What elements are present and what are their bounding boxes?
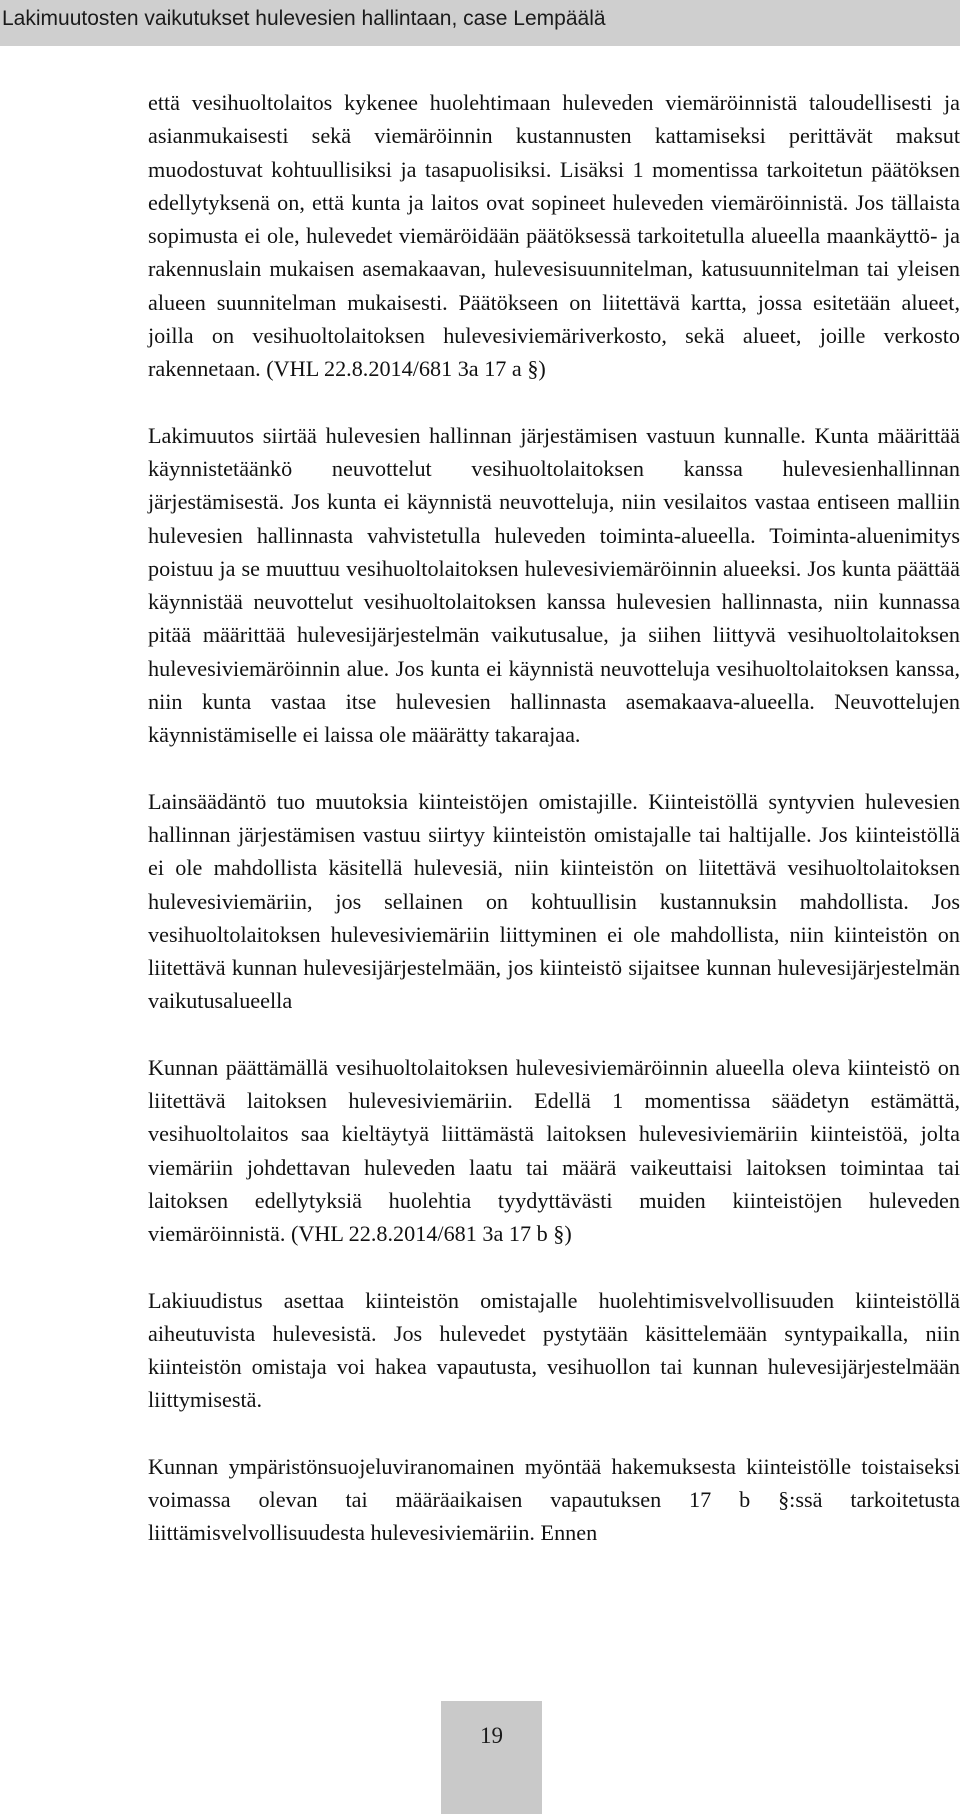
paragraph-1: että vesihuoltolaitos kykenee huolehtimaan huleveden viemäröinnistä taloudellisesti ja asianmukaisesti sekä viemäröinnin kustannusten kattamiseksi perittävät maksut muodostuvat kohtuullisiksi ja tasapuolisiksi. Lisäksi 1 momentissa tarkoitetun päätöksen edellytyksenä on, että kunta ja laitos ovat sopineet huleveden viemäröinnistä. Jos tällaista sopimusta ei ole, hulevedet viemäröidään päätöksessä tarkoitetulla alueella maankäyttö- ja rakennuslain mukaisen asemakaavan, hulevesisuunnitelman, katusuunnitelman tai yleisen alueen suunnitelman mukaisesti. Päätökseen on liitettävä kartta, jossa esitetään alueet, joilla on vesihuoltolaitoksen hulevesiviemäriverkosto, sekä alueet, joille verkosto rakennetaan. (VHL 22.8.2014/681 3a 17 a §): [148, 90, 960, 382]
page-header: [0, 0, 960, 46]
paragraph-2: Lakimuutos siirtää hulevesien hallinnan järjestämisen vastuun kunnalle. Kunta määrittää käynnistetäänkö neuvottelut vesihuoltolaitoksen kanssa hulevesienhallinnan järjestämisestä. Jos kunta ei käynnistä neuvotteluja, niin vesilaitos vastaa entiseen malliin hulevesien hallinnasta vahvistetulla huleveden toiminta-alueella. Toiminta-aluenimitys poistuu ja se muuttuu vesihuoltolaitoksen hulevesiviemäröinnin alueeksi. Jos kunta päättää käynnistää neuvottelut vesihuoltolaitoksen kanssa hulevesien hallinnasta, niin kunnassa pitää määrittää hulevesijärjestelmän vaikutusalue, ja siihen liittyvä vesihuoltolaitoksen hulevesiviemäröinnin alue. Jos kunta ei käynnistä neuvotteluja vesihuoltolaitoksen kanssa, niin kunta vastaa itse hulevesien hallinnasta asemakaava-alueella. Neuvottelujen käynnistämiselle ei laissa ole määrätty takarajaa.: [148, 422, 960, 748]
paragraph-4: Kunnan päättämällä vesihuoltolaitoksen hulevesiviemäröinnin alueella oleva kiinteistö on liitettävä laitoksen hulevesiviemäriin. Edellä 1 momentissa säädetyn estämättä, vesihuoltolaitos saa kieltäytyä liittämästä laitoksen hulevesiviemäriin kiinteistöä, jolta viemäriin johdettavan huleveden laatu tai määrä vaikeuttaisi laitoksen toimintaa tai laitoksen edellytyksiä huolehtia tyydyttävästi muiden kiinteistöjen huleveden viemäröinnistä. (VHL 22.8.2014/681 3a 17 b §): [148, 1054, 960, 1247]
paragraph-3: Lainsäädäntö tuo muutoksia kiinteistöjen omistajille. Kiinteistöllä syntyvien hulevesien hallinnan järjestämisen vastuu siirtyy kiinteistön omistajalle tai haltijalle. Jos kiinteistöllä ei ole mahdollista käsitellä hulevesiä, niin kiinteistön on liitettävä vesihuoltolaitoksen hulevesiviemäriin, jos sellainen on kohtuullisin kustannuksin mahdollista. Jos vesihuoltolaitoksen hulevesiviemäriin liittyminen ei ole mahdollista, niin kiinteistön on liitettävä kunnan hulevesijärjestelmään, jos kiinteistö sijaitsee kunnan hulevesijärjestelmän vaikutusalueella: [148, 788, 960, 1014]
document-body: [148, 86, 960, 1583]
running-header-title: Lakimuutosten vaikutukset hulevesien hallintaan, case Lempäälä: [2, 7, 606, 30]
paragraph-6: Kunnan ympäristönsuojeluviranomainen myöntää hakemuksesta kiinteistölle toistaiseksi voimassa olevan tai määräaikaisen vapautuksen 17 b §:ssä tarkoitetusta liittämisvelvollisuudesta hulevesiviemäriin. Ennen: [148, 1453, 960, 1546]
page-number-box: [441, 1701, 542, 1814]
page-number: 19: [480, 1723, 503, 1748]
paragraph-5: Lakiuudistus asettaa kiinteistön omistajalle huolehtimisvelvollisuuden kiinteistöllä aiheutuvista hulevesistä. Jos hulevedet pystytään käsittelemään syntypaikalla, niin kiinteistön omistaja voi hakea vapautusta, vesihuollon tai kunnan hulevesijärjestelmään liittymisestä.: [148, 1287, 960, 1413]
